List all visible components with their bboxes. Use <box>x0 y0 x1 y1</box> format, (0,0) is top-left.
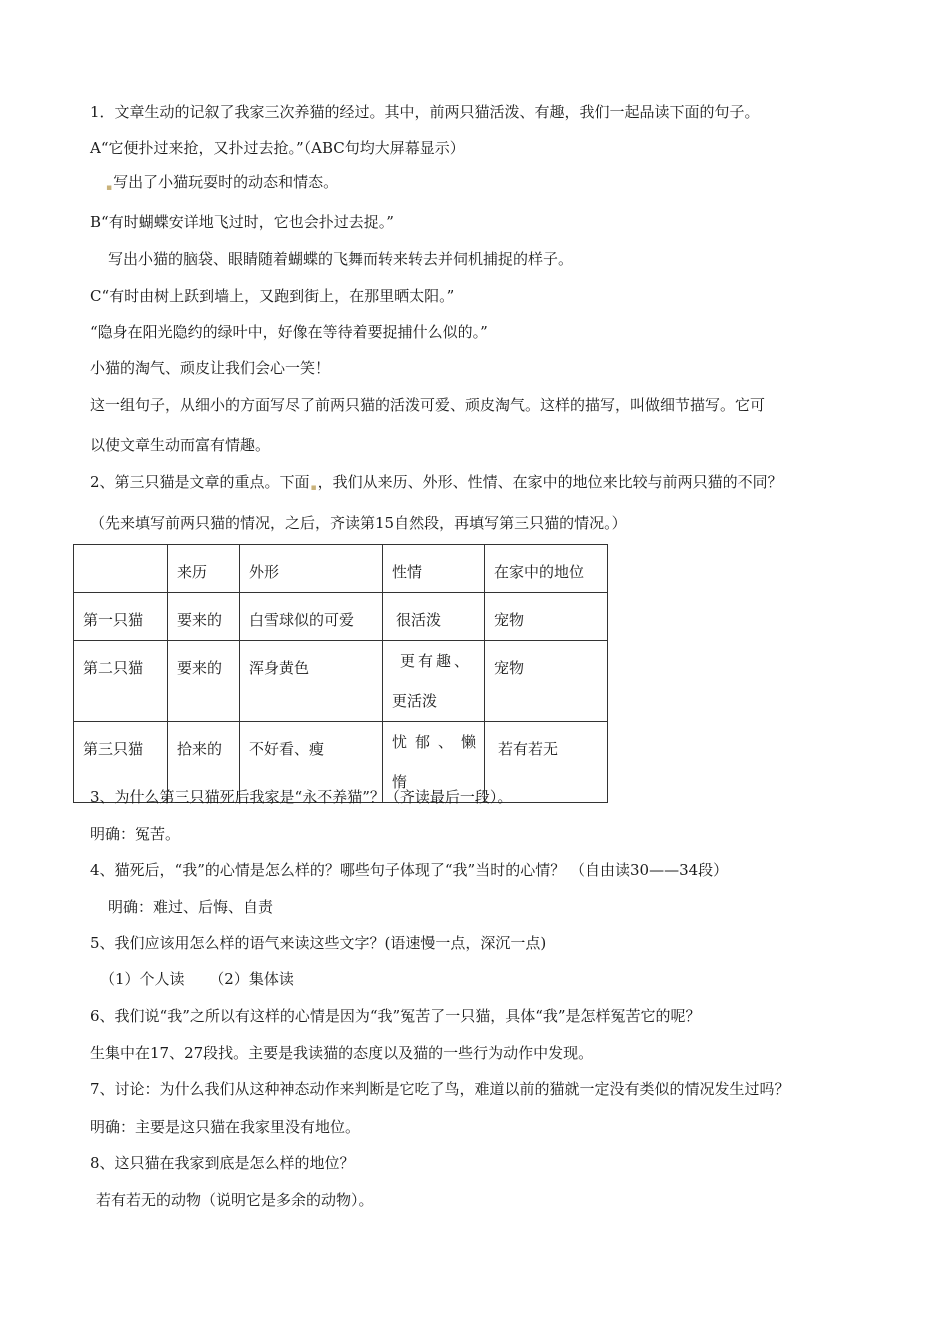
sentence-a: A“它便扑过来抢，又扑过去抢。”（ABC句均大屏幕显示） <box>90 139 465 157</box>
table-cell: 要来的 <box>168 641 240 722</box>
question-8: 8、这只猫在我家到底是怎么样的地位？ <box>90 1154 355 1172</box>
table-cell: 第二只猫 <box>74 641 168 722</box>
answer-4: 明确：难过、后悔、自责 <box>108 898 274 916</box>
summary-line-1: 这一组句子，从细小的方面写尽了前两只猫的活泼可爱、顽皮淘气。这样的描写，叫做细节描写。它可 <box>90 396 766 414</box>
question-7: 7、讨论：为什么我们从这种神态动作来判断是它吃了鸟，难道以前的猫就一定没有类似的情况发生过吗？ <box>90 1080 790 1098</box>
cat-comparison-table <box>73 544 608 803</box>
table-row <box>74 641 608 722</box>
sentence-c: C“有时由树上跃到墙上，又跑到街上，在那里晒太阳。” <box>90 287 455 305</box>
table-cell: 第三只猫 <box>74 722 168 803</box>
table-cell: 白雪球似的可爱 <box>240 593 383 641</box>
table-cell: 宠物 <box>485 641 608 722</box>
table-cell: 忧郁、懒 惰 <box>383 722 485 803</box>
table-cell: 拾来的 <box>168 722 240 803</box>
question-5: 5、我们应该用怎么样的语气来读这些文字？(语速慢一点，深沉一点) <box>90 934 547 952</box>
table-cell: 浑身黄色 <box>240 641 383 722</box>
question-1: 1．文章生动的记叙了我家三次养猫的经过。其中，前两只猫活泼、有趣，我们一起品读下面的句子。 <box>90 103 760 121</box>
table-cell: 若有若无 <box>485 722 608 803</box>
question-2: 2、第三只猫是文章的重点。下面$_▪$，我们从来历、外形、性情、在家中的地位来比较与前两只猫的不同？ <box>90 473 783 493</box>
sentence-c-2: “隐身在阳光隐约的绿叶中，好像在等待着要捉捕什么似的。” <box>90 323 488 341</box>
table-cell: 更有趣、 更活泼 <box>383 641 485 722</box>
table-cell: 不好看、瘦 <box>240 722 383 803</box>
table-header-cell: 外形 <box>240 545 383 593</box>
question-6: 6、我们说“我”之所以有这样的心情是因为“我”冤苦了一只猫，具体“我”是怎样冤苦它的呢？ <box>90 1007 701 1025</box>
answer-6: 生集中在17、27段找。主要是我读猫的态度以及猫的一些行为动作中发现。 <box>90 1044 594 1062</box>
table-cell: 要来的 <box>168 593 240 641</box>
instruction: （先来填写前两只猫的情况，之后，齐读第15自然段，再填写第三只猫的情况。） <box>90 514 627 532</box>
analysis-c: 小猫的淘气、顽皮让我们会心一笑！ <box>90 359 331 377</box>
answer-3: 明确：冤苦。 <box>90 825 181 843</box>
question-3: 3、为什么第三只猫死后我家是“永不养猫”？（齐读最后一段）。 <box>90 788 513 806</box>
question-4: 4、猫死后，“我”的心情是怎么样的？哪些句子体现了“我”当时的心情？ （自由读30——34段） <box>90 861 729 879</box>
table-cell: 宠物 <box>485 593 608 641</box>
answer-8: 若有若无的动物（说明它是多余的动物）。 <box>96 1191 374 1209</box>
table-header-cell: 来历 <box>168 545 240 593</box>
summary-line-2: 以使文章生动而富有情趣。 <box>90 436 271 454</box>
table-cell: 第一只猫 <box>74 593 168 641</box>
table-header-row <box>74 545 608 593</box>
table-header-cell: 在家中的地位 <box>485 545 608 593</box>
reading-modes: （1）个人读 （2）集体读 <box>100 970 294 988</box>
answer-7: 明确：主要是这只猫在我家里没有地位。 <box>90 1118 361 1136</box>
marker-icon: ▪ <box>310 483 317 493</box>
analysis-a: $_▪$写出了小猫玩耍时的动态和情态。 <box>106 173 339 193</box>
analysis-b: 写出小猫的脑袋、眼睛随着蝴蝶的飞舞而转来转去并伺机捕捉的样子。 <box>108 250 574 268</box>
table-header-cell: 性情 <box>383 545 485 593</box>
table-header-cell <box>74 545 168 593</box>
sentence-b: B“有时蝴蝶安详地飞过时，它也会扑过去捉。” <box>90 213 394 231</box>
marker-icon: ▪ <box>106 183 113 193</box>
table-row <box>74 593 608 641</box>
table-cell: 很活泼 <box>383 593 485 641</box>
